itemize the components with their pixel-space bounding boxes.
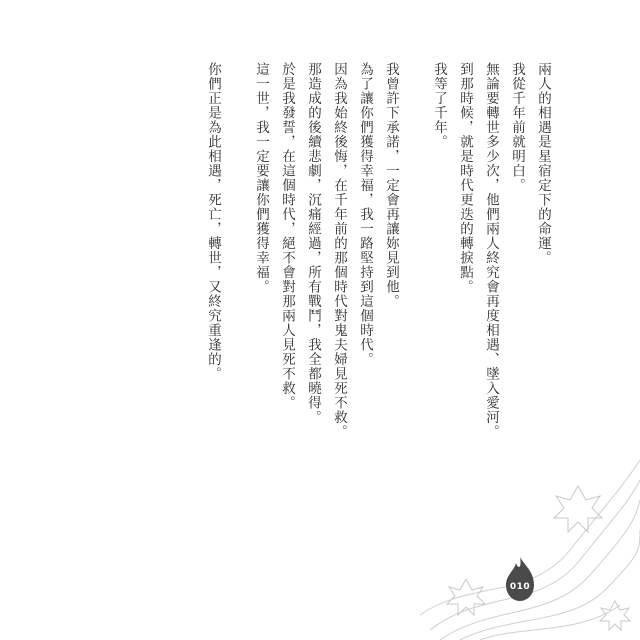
page-number: 010: [509, 582, 531, 592]
paragraph-8: 因為我始終後悔，在千年前的那個時代對鬼夫婦見死不救。: [331, 62, 347, 439]
paragraph-4: 到那時候，就是時代更迭的轉捩點。: [457, 62, 473, 294]
body-text: [200, 62, 556, 442]
paragraph-11: 這一世，我一定要讓你們獲得幸福。: [253, 62, 269, 294]
paragraph-12: 你們正是為此相遇，死亡，轉世，又終究重逢的。: [205, 62, 221, 381]
paragraph-3: 無論要轉世多少次，他們兩人終究會再度相遇、墜入愛河。: [483, 62, 499, 439]
paragraph-6: 我曾許下承諾，一定會再讓妳見到他。: [383, 62, 399, 309]
paragraph-2: 我從千年前就明白。: [509, 62, 525, 193]
paragraph-1: 兩人的相遇是星宿定下的命運。: [535, 62, 551, 265]
paragraph-5: 我等了千年。: [431, 62, 447, 149]
paragraph-9: 那造成的後續悲劇，沉痛經過，所有戰鬥，我全都曉得。: [305, 62, 321, 425]
paragraph-7: 為了讓你們獲得幸福，我一路堅持到這個時代。: [357, 62, 373, 367]
page-number-badge-icon: [500, 555, 540, 603]
paragraph-10: 於是我發誓，在這個時代，絕不會對那兩人見死不救。: [279, 62, 295, 410]
swirl-ornament: [420, 440, 640, 640]
